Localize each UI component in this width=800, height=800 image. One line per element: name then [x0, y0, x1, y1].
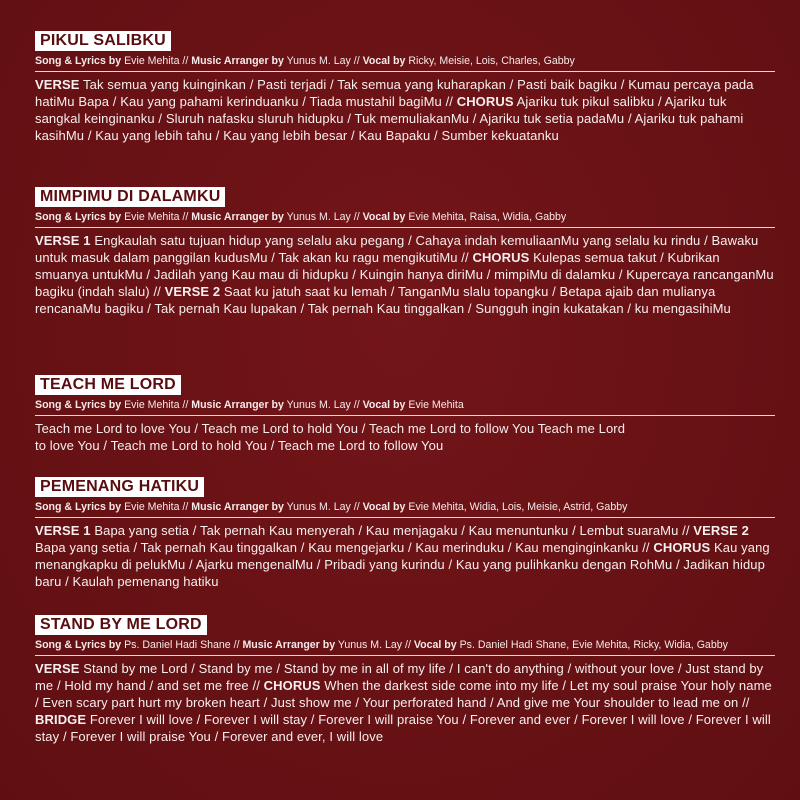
credit-label: Music Arranger by [191, 399, 284, 411]
section-label: CHORUS [653, 540, 711, 555]
credit-label: Song & Lyrics by [35, 55, 122, 67]
section-label: CHORUS [263, 678, 321, 693]
credit-value: Evie Mehita [124, 211, 180, 223]
credit-label: Song & Lyrics by [35, 399, 122, 411]
song-block [35, 375, 775, 454]
divider [35, 517, 775, 518]
lyric-text: Teach me Lord to love You / Teach me Lord to hold You / Teach me Lord to follow You Teach me Lord to love You / Teach me Lord to hold You / Teach me Lord to follow You [35, 421, 626, 453]
credit-value: Evie Mehita [124, 55, 180, 67]
song-lyrics [35, 76, 775, 144]
song-credits: Song & Lyrics by Evie Mehita // Music Arranger by Yunus M. Lay // Vocal by Evie Mehita [35, 399, 464, 411]
song-title: PIKUL SALIBKU [35, 31, 171, 51]
lyric-text: Forever I will love / Forever I will stay / Forever I will praise You / Forever and ever / Forever I will love / Forever I will stay / Forever I will praise You / Forever and ever, I will love [35, 712, 771, 744]
section-label: VERSE 2 [693, 523, 749, 538]
credit-value: Yunus M. Lay [286, 55, 351, 67]
credit-value: Yunus M. Lay [286, 211, 351, 223]
section-label: VERSE 1 [35, 233, 91, 248]
credit-label: Music Arranger by [191, 211, 284, 223]
song-block [35, 477, 775, 590]
credit-value: Evie Mehita [408, 399, 464, 411]
song-lyrics [35, 420, 635, 454]
song-title: PEMENANG HATIKU [35, 477, 204, 497]
credit-label: Music Arranger by [242, 639, 336, 651]
credit-label: Vocal by [362, 399, 406, 411]
song-block [35, 615, 775, 745]
lyric-text: When the darkest side come into my life / Let my soul praise Your holy name / Even scary part hurt my broken heart / Just show me / Your perforated hand / And give me Your shoulder to lead me on // [35, 678, 772, 710]
song-credits: Song & Lyrics by Evie Mehita // Music Arranger by Yunus M. Lay // Vocal by Ricky, Meisie, Lois, Charles, Gabby [35, 55, 575, 67]
song-credits: Song & Lyrics by Evie Mehita // Music Arranger by Yunus M. Lay // Vocal by Evie Mehita, Raisa, Widia, Gabby [35, 211, 567, 223]
credit-value: Evie Mehita, Widia, Lois, Meisie, Astrid, Gabby [408, 501, 628, 513]
credit-value: Evie Mehita [124, 399, 180, 411]
credit-label: Vocal by [362, 211, 406, 223]
song-lyrics [35, 232, 775, 317]
section-label: VERSE 2 [164, 284, 221, 299]
divider [35, 71, 775, 72]
divider [35, 227, 775, 228]
credit-value: Ricky, Meisie, Lois, Charles, Gabby [408, 55, 575, 67]
lyric-text: Kulepas semua takut / Kubrikan smuanya untukMu / Jadilah yang Kau mau di hidupku / Kuingin hanya diriMu / mimpiMu di dalamku / Kupercaya rancanganMu bagiku (indah slalu) // [35, 250, 774, 299]
divider [35, 415, 775, 416]
credit-label: Song & Lyrics by [35, 639, 122, 651]
lyric-text: Bapa yang setia / Tak pernah Kau tinggalkan / Kau mengejarku / Kau merinduku / Kau menginginkanku // [35, 540, 654, 555]
credit-value: Ps. Daniel Hadi Shane [124, 639, 231, 651]
song-block [35, 187, 775, 317]
song-credits: Song & Lyrics by Ps. Daniel Hadi Shane // Music Arranger by Yunus M. Lay // Vocal by Ps. Daniel Hadi Shane, Evie Mehita, Ricky, Widia, Gabby [35, 639, 728, 651]
credit-label: Music Arranger by [191, 501, 284, 513]
divider [35, 655, 775, 656]
credit-value: Yunus M. Lay [337, 639, 403, 651]
credit-value: Yunus M. Lay [286, 399, 351, 411]
credit-label: Vocal by [362, 501, 406, 513]
credit-value: Yunus M. Lay [286, 501, 351, 513]
song-block [35, 31, 775, 144]
section-label: VERSE 1 [35, 523, 91, 538]
section-label: CHORUS [472, 250, 530, 265]
credit-label: Song & Lyrics by [35, 211, 122, 223]
lyric-text: Bapa yang setia / Tak pernah Kau menyerah / Kau menjagaku / Kau menuntunku / Lembut suaraMu // [90, 523, 694, 538]
credit-value: Ps. Daniel Hadi Shane, Evie Mehita, Ricky, Widia, Gabby [459, 639, 728, 651]
song-title: STAND BY ME LORD [35, 615, 207, 635]
song-lyrics [35, 522, 775, 590]
song-credits: Song & Lyrics by Evie Mehita // Music Arranger by Yunus M. Lay // Vocal by Evie Mehita, Widia, Lois, Meisie, Astrid, Gabby [35, 501, 628, 513]
credit-label: Vocal by [362, 55, 406, 67]
credit-label: Music Arranger by [191, 55, 284, 67]
lyric-text: Saat ku jatuh saat ku lemah / TanganMu slalu topangku / Betapa ajaib dan mulianya rencanaMu bagiku / Tak pernah Kau lupakan / Tak pernah Kau tinggalkan / Sungguh ingin kukatakan / ku mengasihiMu [35, 284, 731, 316]
credit-value: Evie Mehita, Raisa, Widia, Gabby [408, 211, 567, 223]
section-label: VERSE [35, 77, 80, 92]
credit-label: Song & Lyrics by [35, 501, 122, 513]
section-label: VERSE [35, 661, 80, 676]
lyric-text: Stand by me Lord / Stand by me / Stand by me in all of my life / I can't do anything / without your love / Just stand by me / Hold my hand / and set me free // [35, 661, 764, 693]
lyric-text: Kau yang menangkapku di pelukMu / Ajarku mengenalMu / Pribadi yang kurindu / Kau yang pulihkanku dengan RohMu / Jadikan hidup baru / Kaulah pemenang hatiku [35, 540, 770, 589]
song-lyrics [35, 660, 775, 745]
section-label: CHORUS [456, 94, 514, 109]
lyric-text: Engkaulah satu tujuan hidup yang selalu aku pegang / Cahaya indah kemuliaanMu yang selalu ku rindu / Bawaku untuk masuk dalam panggilan kudusMu / Tak akan ku ragu mengikutiMu // [35, 233, 759, 265]
section-label: BRIDGE [35, 712, 87, 727]
song-title: MIMPIMU DI DALAMKU [35, 187, 225, 207]
credit-value: Evie Mehita [124, 501, 180, 513]
song-title: TEACH ME LORD [35, 375, 181, 395]
lyric-text: Ajariku tuk pikul salibku / Ajariku tuk sangkal keinginanku / Sluruh nafasku sluruh hidupku / Tuk memuliakanMu / Ajariku tuk setia padaMu / Ajariku tuk pahami kasihMu / Kau yang lebih tahu / Kau yang lebih besar / Kau Bapaku / Sumber kekuatanku [35, 94, 744, 143]
lyric-text: Tak semua yang kuinginkan / Pasti terjadi / Tak semua yang kuharapkan / Pasti baik bagiku / Kumau percaya pada hatiMu Bapa / Kau yang pahami kerinduanku / Tiada mustahil bagiMu // [35, 77, 754, 109]
credit-label: Vocal by [413, 639, 457, 651]
